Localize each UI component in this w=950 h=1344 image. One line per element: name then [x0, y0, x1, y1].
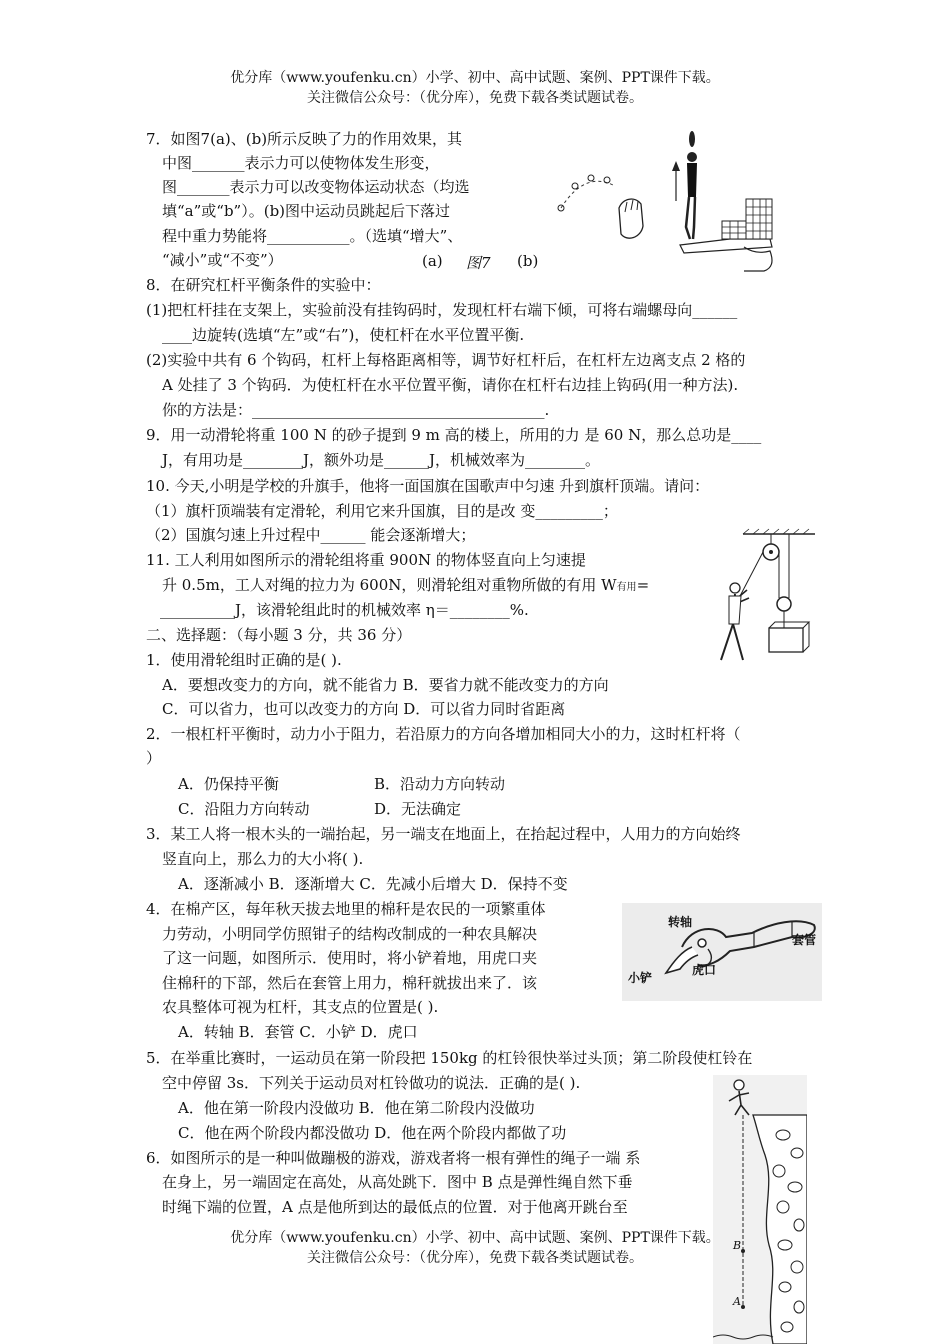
q7-caption-figure: 图7 [466, 254, 491, 272]
figure-q4-drawing [622, 903, 822, 1001]
c1-options-ab: A．要想改变力的方向，就不能省力 B．要省力就不能改变力的方向 [162, 676, 609, 694]
fig-label-shovel: 小铲 [628, 971, 653, 985]
c2-stem-end: ） [146, 749, 162, 767]
q11-line-2-main: 升 0.5m，工人对绳的拉力为 600N，则滑轮组对重物所做的有用 W [162, 576, 617, 594]
q11-line-2 [162, 573, 649, 600]
c2-option-b: B．沿动力方向转动 [374, 775, 506, 793]
c5-options-ab: A．他在第一阶段内没做功 B．他在第二阶段内没做功 [178, 1099, 535, 1117]
q8-line-1: 8．在研究杠杆平衡条件的实验中： [146, 276, 381, 294]
q7-line-3: 图_______表示力可以改变物体运动状态（均选 [162, 178, 470, 196]
footer-line-1: 优分库（www.youfenku.cn）小学、初中、高中试题、案例、PPT课件下载。 [230, 1230, 720, 1246]
header-line-1: 优分库（www.youfenku.cn）小学、初中、高中试题、案例、PPT课件下载。 [230, 70, 720, 86]
fig-label-axis: 转轴 [668, 915, 693, 929]
c4-line-5: 农具整体可视为杠杆，其支点的位置是( ). [162, 998, 439, 1016]
q10-line-1: 10. 今天,小明是学校的升旗手，他将一面国旗在国歌声中匀速 升到旗杆顶端。请问： [146, 477, 710, 495]
header-line-2: 关注微信公众号：（优分库），免费下载各类试题试卷。 [307, 90, 643, 106]
c6-line-3: 时绳下端的位置，A 点是他所到达的最低点的位置．对于他离开跳台至 [162, 1198, 628, 1216]
q7-line-4: 填“a”或“b”）。(b)图中运动员跳起后下落过 [162, 202, 451, 220]
figure-q6-bungee-cliff [713, 1075, 807, 1344]
q7-line-5: 程中重力势能将___________。（选填“增大”、 [162, 227, 463, 245]
q9-line-1: 9．用一动滑轮将重 100 N 的砂子提到 9 m 高的楼上，所用的力 是 60 N，那么总功是____ [146, 426, 762, 444]
q8-line-5: A 处挂了 3 个钩码．为使杠杆在水平位置平衡，请你在杠杆右边挂上钩码(用一种方法). [162, 376, 739, 394]
q11-line-3: __________J，该滑轮组此时的机械效率 η＝________%. [160, 601, 529, 619]
q7-line-2: 中图_______表示力可以使物体发生形变， [162, 154, 440, 172]
footer-line-2: 关注微信公众号：（优分库），免费下载各类试题试卷。 [307, 1250, 643, 1266]
c4-line-3: 了这一问题，如图所示．使用时，将小铲着地，用虎口夹 [162, 949, 538, 967]
c2-option-d: D．无法确定 [374, 800, 462, 818]
c5-line-1: 5．在举重比赛时，一运动员在第一阶段把 150kg 的杠铃很快举过头顶；第二阶段使杠铃在 [146, 1049, 753, 1067]
c1-options-cd: C．可以省力，也可以改变力的方向 D．可以省力同时省距离 [162, 700, 566, 718]
q8-line-6: 你的方法是：_______________________________________. [162, 401, 550, 419]
q11-equals: = [636, 576, 650, 594]
q11-useful-subscript: 有用 [616, 582, 637, 593]
c2-option-a: A．仍保持平衡 [178, 775, 279, 793]
c5-line-2: 空中停留 3s．下列关于运动员对杠铃做功的说法．正确的是( ). [162, 1074, 581, 1092]
figure-q6-drawing [713, 1075, 807, 1344]
c4-line-4: 住棉秆的下部，然后在套管上用力，棉秆就拔出来了．该 [162, 974, 538, 992]
q7-line-1: 7．如图7(a)、(b)所示反映了力的作用效果，其 [146, 130, 463, 148]
q7-caption-b: (b) [517, 252, 539, 270]
fig-label-sleeve: 套管 [792, 933, 817, 947]
c3-line-1: 3．某工人将一根木头的一端抬起，另一端支在地面上，在抬起过程中，人用力的方向始终 [146, 825, 741, 843]
fig-label-mouth: 虎口 [692, 963, 717, 977]
c3-options: A．逐渐减小 B．逐渐增大 C．先减小后增大 D．保持不变 [178, 875, 568, 893]
figure-7a-ball-trajectory [555, 168, 655, 248]
c4-line-1: 4．在棉产区，每年秋天拔去地里的棉秆是农民的一项繁重体 [146, 900, 546, 918]
figure-q11-pulley-worker [703, 528, 818, 668]
c6-line-1: 6．如图所示的是一种叫做蹦极的游戏，游戏者将一根有弹性的绳子一端 系 [146, 1149, 641, 1167]
c5-options-cd: C．他在两个阶段内都没做功 D．他在两个阶段内都做了功 [178, 1124, 567, 1142]
figure-7b-diver-springboard [660, 127, 780, 273]
c1-stem: 1．使用滑轮组时正确的是( ). [146, 651, 342, 669]
c4-options: A．转轴 B．套管 C．小铲 D．虎口 [178, 1023, 418, 1041]
q8-line-4: (2)实验中共有 6 个钩码，杠杆上每格距离相等，调节好杠杆后，在杠杆左边离支点 2 格的 [146, 351, 746, 369]
c3-line-2: 竖直向上，那么力的大小将( ). [162, 850, 364, 868]
q9-line-2: J，有用功是________J，额外功是______J，机械效率为________。 [162, 451, 601, 469]
c4-line-2: 力劳动，小明同学仿照钳子的结构改制成的一种农具解决 [162, 925, 538, 943]
q8-line-2: (1)把杠杆挂在支架上，实验前没有挂钩码时，发现杠杆右端下倾，可将右端螺母向______ [146, 301, 738, 319]
q10-line-3: （2）国旗匀速上升过程中______ 能会逐渐增大； [146, 526, 476, 544]
q10-line-2: （1）旗杆顶端装有定滑轮，利用它来升国旗，目的是改 变_________； [146, 502, 618, 520]
figure-q4-cotton-puller [622, 903, 822, 1001]
c2-option-c: C．沿阻力方向转动 [178, 800, 310, 818]
c6-line-2: 在身上，另一端固定在高处，从高处跳下．图中 B 点是弹性绳自然下垂 [162, 1173, 633, 1191]
section-2-heading: 二、选择题：（每小题 3 分，共 36 分） [146, 626, 412, 644]
fig-label-a: A [733, 1295, 741, 1308]
c2-stem: 2．一根杠杆平衡时，动力小于阻力，若沿原力的方向各增加相同大小的力，这时杠杆将（ [146, 725, 741, 743]
q8-line-3: ____边旋转(选填“左”或“右”)，使杠杆在水平位置平衡. [162, 326, 525, 344]
fig-label-b: B [733, 1239, 742, 1252]
q7-line-6: “减小”或“不变”） [162, 251, 283, 269]
q11-line-1: 11. 工人利用如图所示的滑轮组将重 900N 的物体竖直向上匀速提 [146, 551, 586, 569]
q7-caption-a: (a) [422, 252, 443, 270]
